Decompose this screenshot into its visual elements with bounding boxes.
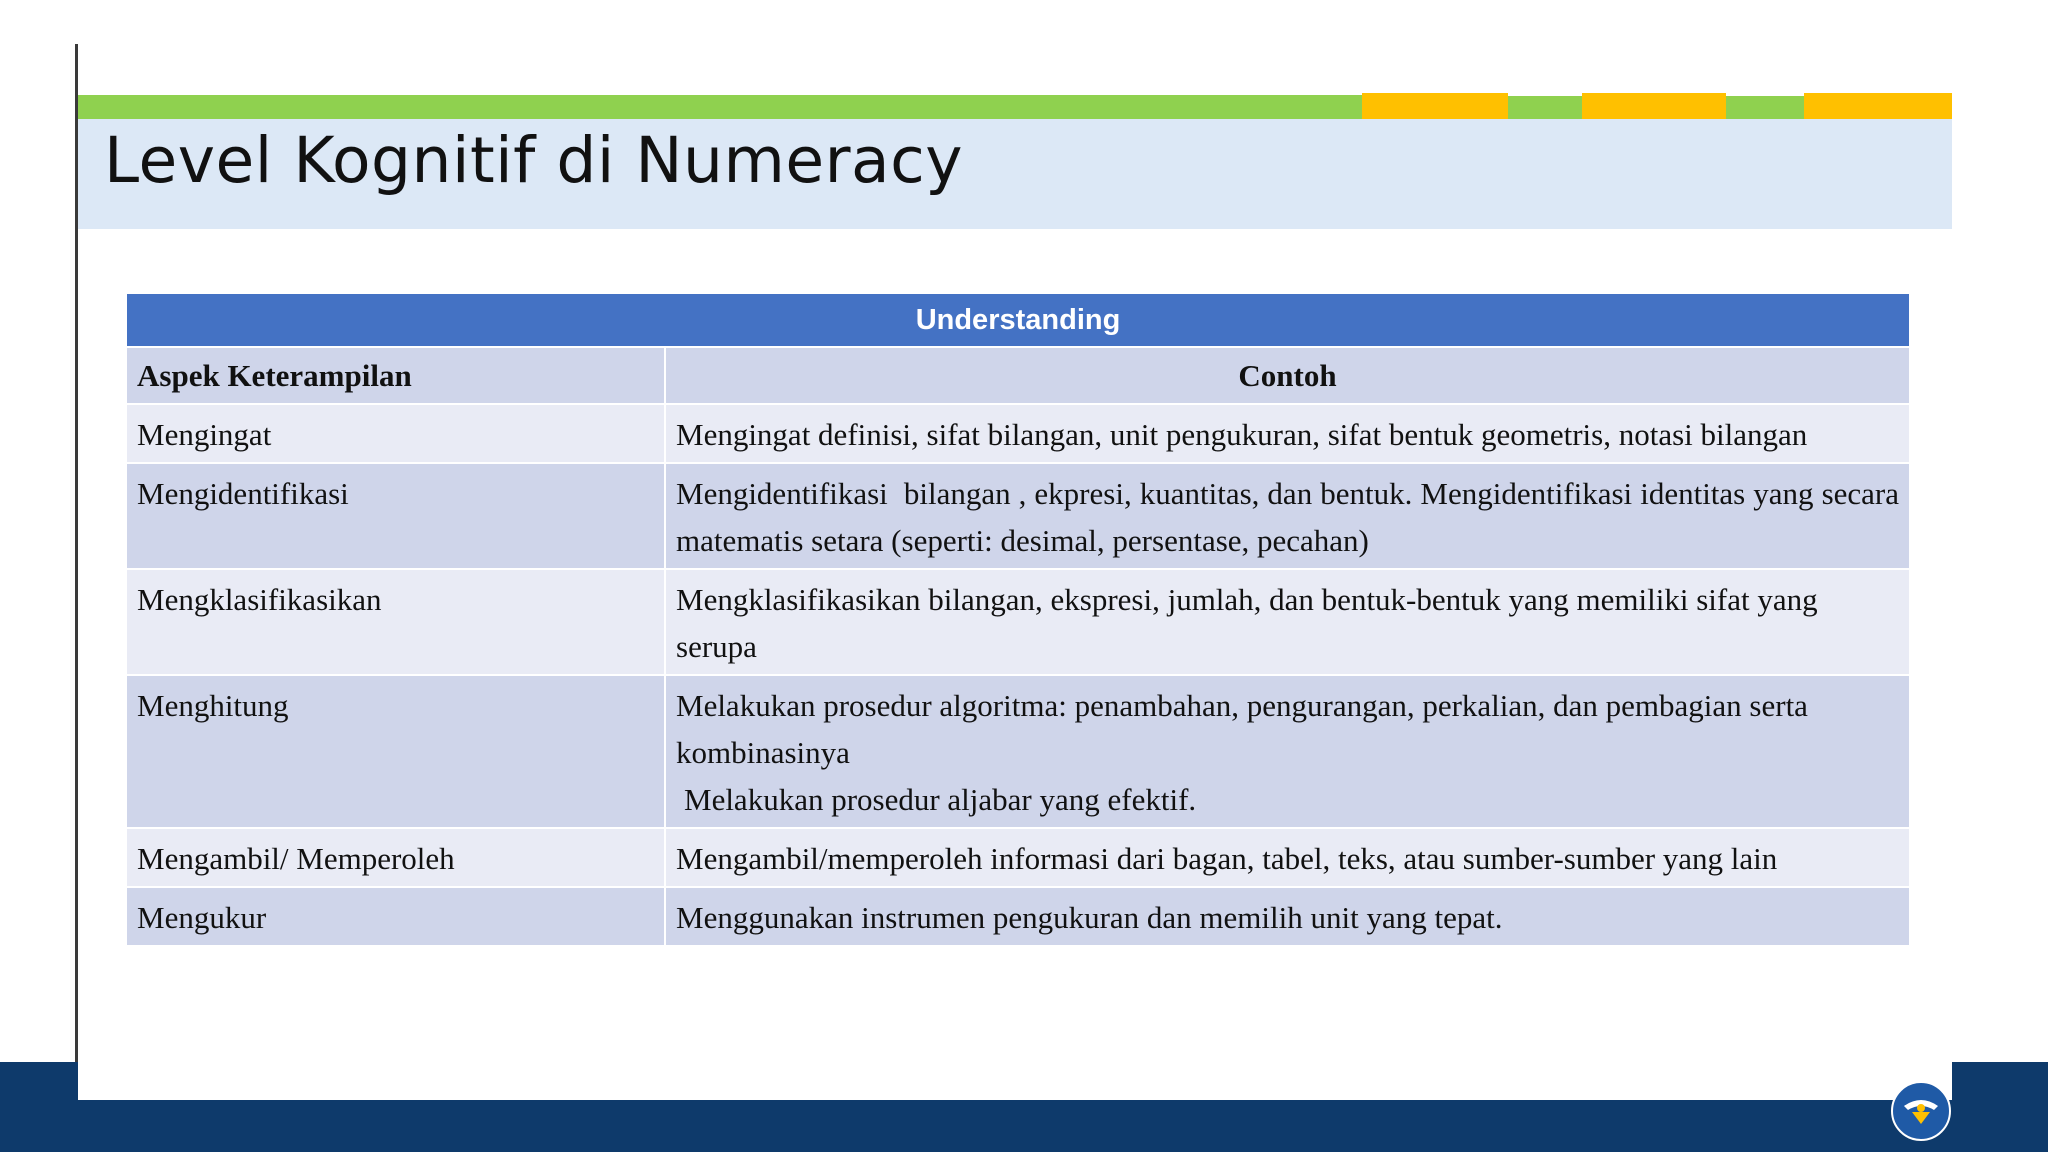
accent-bar-green bbox=[1726, 96, 1804, 119]
example-line: Melakukan prosedur algoritma: penambahan, pengurangan, perkalian, dan pembagian serta kombinasinya bbox=[676, 688, 1808, 770]
example-cell bbox=[666, 676, 1909, 827]
skills-table bbox=[127, 294, 1909, 945]
example-cell: Mengingat definisi, sifat bilangan, unit pengukuran, sifat bentuk geometris, notasi bilangan bbox=[666, 405, 1909, 462]
table-row bbox=[127, 827, 1909, 886]
aspect-cell: Mengingat bbox=[127, 405, 666, 462]
example-line: Melakukan prosedur aljabar yang efektif. bbox=[684, 782, 1197, 817]
accent-bar-yellow bbox=[1582, 93, 1726, 119]
accent-bar-green bbox=[78, 95, 1362, 119]
accent-bar-yellow bbox=[1362, 93, 1508, 119]
table-row bbox=[127, 462, 1909, 568]
table-header-row bbox=[127, 346, 1909, 403]
aspect-cell: Menghitung bbox=[127, 676, 666, 827]
table-row bbox=[127, 403, 1909, 462]
slide-title: Level Kognitif di Numeracy bbox=[104, 124, 964, 197]
example-cell: Mengklasifikasikan bilangan, ekspresi, jumlah, dan bentuk-bentuk yang memiliki sifat yang serupa bbox=[666, 570, 1909, 674]
example-cell: Mengidentifikasi bilangan , ekpresi, kuantitas, dan bentuk. Mengidentifikasi identitas yang secara matematis setara (seperti: desimal, persentase, pecahan) bbox=[666, 464, 1909, 568]
example-cell: Menggunakan instrumen pengukuran dan memilih unit yang tepat. bbox=[666, 888, 1909, 945]
table-row bbox=[127, 886, 1909, 945]
table-banner: Understanding bbox=[127, 294, 1909, 346]
table-row bbox=[127, 674, 1909, 827]
tut-wuri-handayani-logo-icon bbox=[1890, 1080, 1952, 1142]
table-row bbox=[127, 568, 1909, 674]
column-header-example: Contoh bbox=[666, 348, 1909, 403]
aspect-cell: Mengidentifikasi bbox=[127, 464, 666, 568]
slide-body-bottom bbox=[78, 1062, 1952, 1100]
accent-bar-yellow bbox=[1804, 93, 1952, 119]
column-header-aspect: Aspek Keterampilan bbox=[127, 348, 666, 403]
aspect-cell: Mengklasifikasikan bbox=[127, 570, 666, 674]
aspect-cell: Mengukur bbox=[127, 888, 666, 945]
accent-bar-green bbox=[1508, 96, 1582, 119]
aspect-cell: Mengambil/ Memperoleh bbox=[127, 829, 666, 886]
example-cell: Mengambil/memperoleh informasi dari bagan, tabel, teks, atau sumber-sumber yang lain bbox=[666, 829, 1909, 886]
